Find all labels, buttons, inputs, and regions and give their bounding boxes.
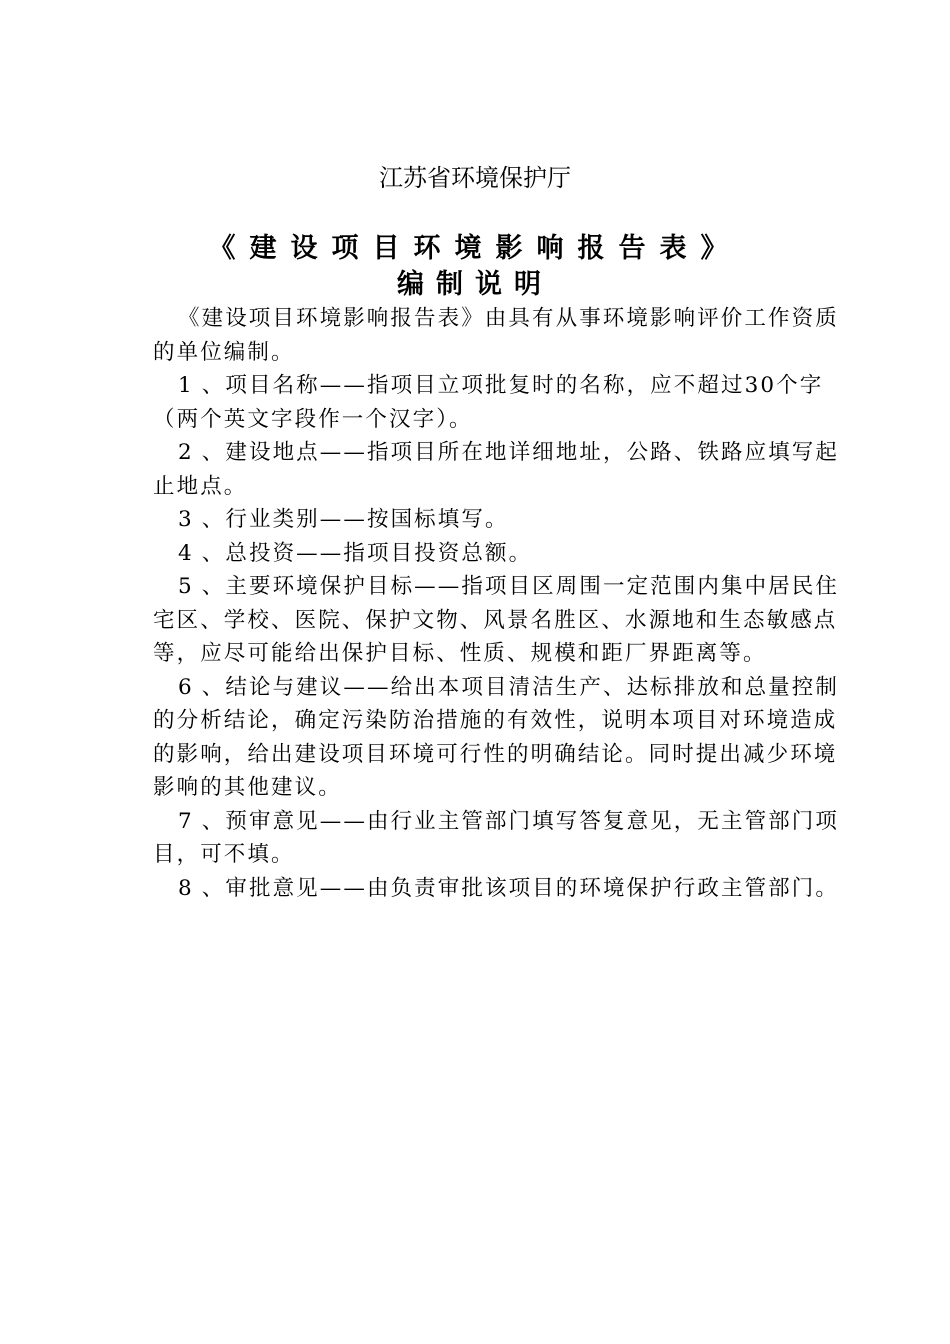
instructions-body [153, 302, 843, 905]
item-number: 4 [178, 540, 194, 566]
item-number: 8 [178, 875, 194, 901]
instruction-item [153, 872, 843, 906]
item-number: 3 [178, 507, 194, 532]
instruction-item [153, 369, 843, 436]
item-text: 、审批意见——由负责审批该项目的环境保护行政主管部门。 [201, 875, 839, 901]
item-number: 2 [178, 440, 194, 465]
item-text: 、主要环境保护目标——指项目区周围一定范围内集中居民住宅区、学校、医院、保护文物、风景名胜区、水源地和生态敏感点等，应尽可能给出保护目标、性质、规模和距厂界距离等。 [153, 574, 839, 666]
item-text: 、结论与建议——给出本项目清洁生产、达标排放和总量控制的分析结论，确定污染防治措施的有效性，说明本项目对环境造成的影响，给出建设项目环境可行性的明确结论。同时提出减少环境影响的其他建议。 [153, 674, 839, 800]
intro-paragraph: 《建设项目环境影响报告表》由具有从事环境影响评价工作资质的单位编制。 [153, 306, 839, 365]
item-number: 5 [178, 574, 194, 599]
item-text: 、建设地点——指项目所在地详细地址，公路、铁路应填写起止地点。 [153, 440, 839, 499]
item-number: 1 [178, 373, 194, 398]
instruction-item [153, 537, 843, 571]
item-text: 、总投资——指项目投资总额。 [201, 540, 533, 566]
item-number: 6 [178, 674, 194, 700]
item-text: 、行业类别——按国标填写。 [201, 507, 509, 532]
document-subtitle: 编制说明 [397, 269, 553, 300]
instruction-item [153, 570, 843, 671]
document-title: 《建设项目环境影响报告表》 [208, 233, 742, 264]
item-number: 7 [178, 808, 194, 834]
item-text: 、预审意见——由行业主管部门填写答复意见，无主管部门项目，可不填。 [153, 808, 839, 867]
item-text: 、项目名称——指项目立项批复时的名称，应不超过30个字（两个英文字段作一个汉字）。 [153, 373, 824, 432]
instruction-item [153, 503, 843, 537]
instruction-item [153, 805, 843, 872]
issuing-agency: 江苏省环境保护厅 [379, 164, 571, 192]
instruction-item [153, 436, 843, 503]
instruction-item [153, 671, 843, 805]
